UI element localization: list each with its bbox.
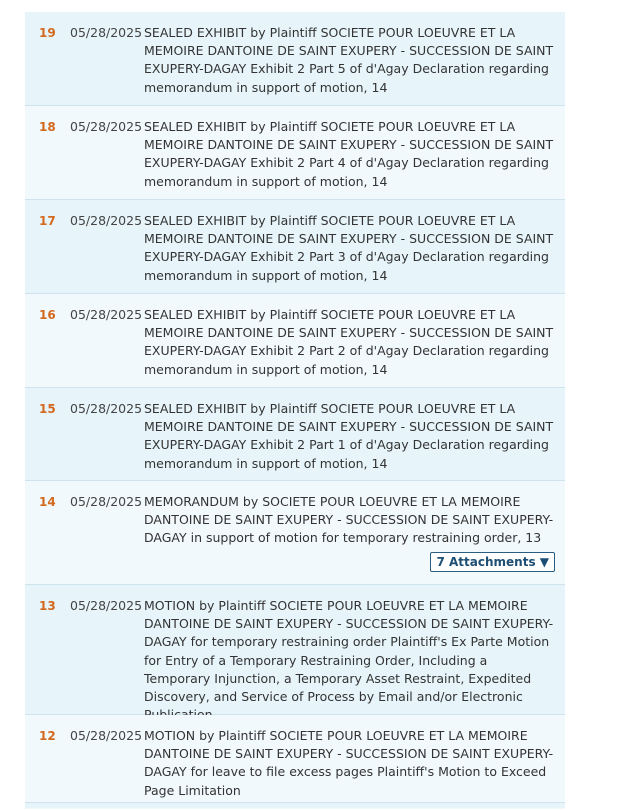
docket-entry-19 [25, 12, 565, 106]
entry-description: MOTION by Plaintiff SOCIETE POUR LOEUVRE ET LA MEMOIRE DANTOINE DE SAINT EXUPERY - SUCCESSION DE SAINT EXUPERY-DAGAY for temporary restraining order Plaintiff's Ex Parte Motion for Entry of a Temporary Restraining Order, Including a Temporary Injunction, a Temporary Asset Restraint, Expedited Discovery, and Service of Process by Email and/or Electronic [144, 598, 554, 705]
docket-entry-15 [25, 388, 565, 481]
entry-description: SEALED EXHIBIT by Plaintiff SOCIETE POUR LOEUVRE ET LA MEMOIRE DANTOINE DE SAINT EXUPERY - SUCCESSION DE SAINT EXUPERY-DAGAY Exhibit 2 Part 4 of d'Agay Declaration regarding memorandum in support of motion, 14 [144, 119, 554, 189]
docket-entry-13 [25, 585, 565, 715]
entry-description: SEALED EXHIBIT by Plaintiff SOCIETE POUR LOEUVRE ET LA MEMOIRE DANTOINE DE SAINT EXUPERY - SUCCESSION DE SAINT EXUPERY-DAGAY Exhibit 2 Part 2 of d'Agay Declaration regarding memorandum in support of motion, 14 [144, 307, 554, 377]
entry-description: MEMORANDUM by SOCIETE POUR LOEUVRE ET LA MEMOIRE DANTOINE DE SAINT EXUPERY - SUCCESSION DE SAINT EXUPERY-DAGAY in support of motion for temporary restraining order, 13 [144, 494, 554, 546]
entry-date: 05/28/2025 [70, 25, 143, 40]
docket-entry-12 [25, 715, 565, 809]
entry-date: 05/28/2025 [70, 213, 143, 228]
entry-number[interactable]: 17 [39, 214, 56, 228]
entry-number[interactable]: 14 [39, 495, 56, 509]
entry-date: 05/28/2025 [70, 494, 143, 509]
entry-number[interactable]: 19 [39, 26, 56, 40]
docket-entry-17 [25, 200, 565, 294]
attachments-toggle-button[interactable]: 7 Attachments ▼ [430, 552, 555, 572]
docket-entry-18 [25, 106, 565, 200]
entry-date: 05/28/2025 [70, 119, 143, 134]
docket-entry-14 [25, 481, 565, 585]
entry-number[interactable]: 12 [39, 729, 56, 743]
entry-description: SEALED EXHIBIT by Plaintiff SOCIETE POUR LOEUVRE ET LA MEMOIRE DANTOINE DE SAINT EXUPERY - SUCCESSION DE SAINT EXUPERY-DAGAY Exhibit 2 Part 1 of d'Agay Declaration regarding memorandum in support of motion, 14 [144, 401, 554, 471]
entry-number[interactable]: 16 [39, 308, 56, 322]
docket-list [25, 12, 565, 809]
entry-date: 05/28/2025 [70, 728, 143, 743]
attachments-row [25, 548, 565, 584]
entry-number[interactable]: 15 [39, 402, 56, 416]
entry-number[interactable]: 18 [39, 120, 56, 134]
entry-description: SEALED EXHIBIT by Plaintiff SOCIETE POUR LOEUVRE ET LA MEMOIRE DANTOINE DE SAINT EXUPERY - SUCCESSION DE SAINT EXUPERY-DAGAY Exhibit 2 Part 3 of d'Agay Declaration regarding memorandum in support of motion, 14 [144, 213, 554, 283]
entry-description: SEALED EXHIBIT by Plaintiff SOCIETE POUR LOEUVRE ET LA MEMOIRE DANTOINE DE SAINT EXUPERY - SUCCESSION DE SAINT EXUPERY-DAGAY Exhibit 2 Part 5 of d'Agay Declaration regarding memorandum in support of motion, 14 [144, 25, 554, 95]
entry-date: 05/28/2025 [70, 598, 143, 613]
entry-date: 05/28/2025 [70, 307, 143, 322]
entry-date: 05/28/2025 [70, 401, 143, 416]
next-entry-edge [25, 802, 565, 808]
entry-number[interactable]: 13 [39, 599, 56, 613]
docket-entry-16 [25, 294, 565, 388]
entry-description: MOTION by Plaintiff SOCIETE POUR LOEUVRE ET LA MEMOIRE DANTOINE DE SAINT EXUPERY - SUCCESSION DE SAINT EXUPERY-DAGAY for leave to file excess pages Plaintiff's Motion to Exceed Page Limitation [144, 728, 554, 798]
